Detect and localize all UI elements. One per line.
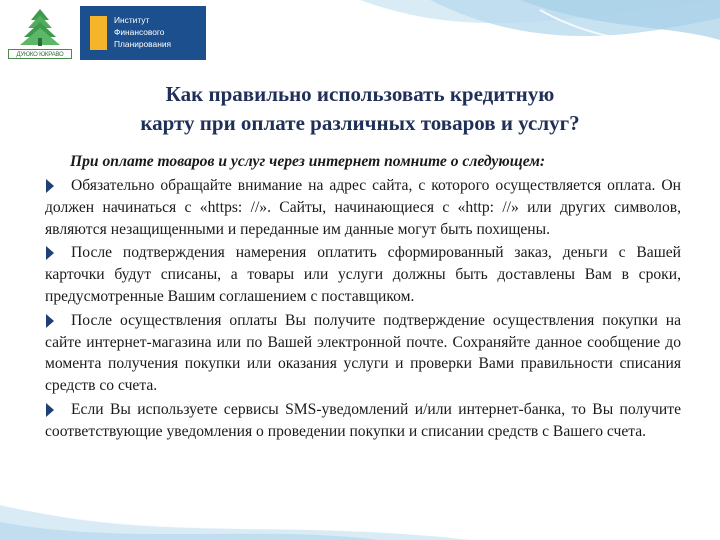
bullet-triangle-icon xyxy=(45,403,54,417)
list-item xyxy=(45,310,681,397)
institute-name-line: Финансового xyxy=(114,27,165,37)
list-item xyxy=(45,399,681,443)
title-line: Как правильно использовать кредитную xyxy=(165,82,555,106)
bullet-triangle-icon xyxy=(45,246,54,260)
list-item-text: Обязательно обращайте внимание на адрес сайта, с которого осуществляется оплата. Он должен начинаться с «https: //». Сайты, начинающиеся с «http: //» или других символов, являются незащищенными и переданные им данные могут быть похищены. xyxy=(45,177,681,238)
institute-name-line: Планирования xyxy=(114,39,172,49)
list-item-text: Если Вы используете сервисы SMS-уведомлений и/или интернет-банка, то Вы получите соответствующие уведомления о проведении покупки и списании средств с Вашего счета. xyxy=(45,400,681,440)
tree-logo-icon xyxy=(18,8,62,48)
institute-mark-icon xyxy=(90,16,107,50)
list-item-text: После подтверждения намерения оплатить сформированный заказ, деньги с Вашей карточки будут списаны, а товары или услуги должны быть доставлены Вам в сроки, предусмотренные Вашим соглашением с поставщиком. xyxy=(45,244,681,305)
bullet-list xyxy=(45,175,681,443)
bullet-triangle-icon xyxy=(45,179,54,193)
institute-logo xyxy=(80,6,206,60)
bullet-triangle-icon xyxy=(45,314,54,328)
logo-caption: ДУЮКО ЮКРАВО xyxy=(8,49,72,59)
page-title xyxy=(60,80,660,138)
institute-name xyxy=(114,14,204,50)
intro-text: При оплате товаров и услуг через интернет помните о следующем: xyxy=(70,153,546,170)
organization-logo xyxy=(8,8,72,60)
list-item xyxy=(45,242,681,307)
institute-name-line: Институт xyxy=(114,15,150,25)
list-item-text: После осуществления оплаты Вы получите подтверждение осуществления покупки на сайте интернет-магазина или по Вашей электронной почте. Сохраняйте данное сообщение до момента получения покупки или оказания услуги и проверки Вами правильности списания средств со счета. xyxy=(45,311,681,395)
title-line: карту при оплате различных товаров и услуг? xyxy=(140,111,580,135)
list-item xyxy=(45,175,681,240)
